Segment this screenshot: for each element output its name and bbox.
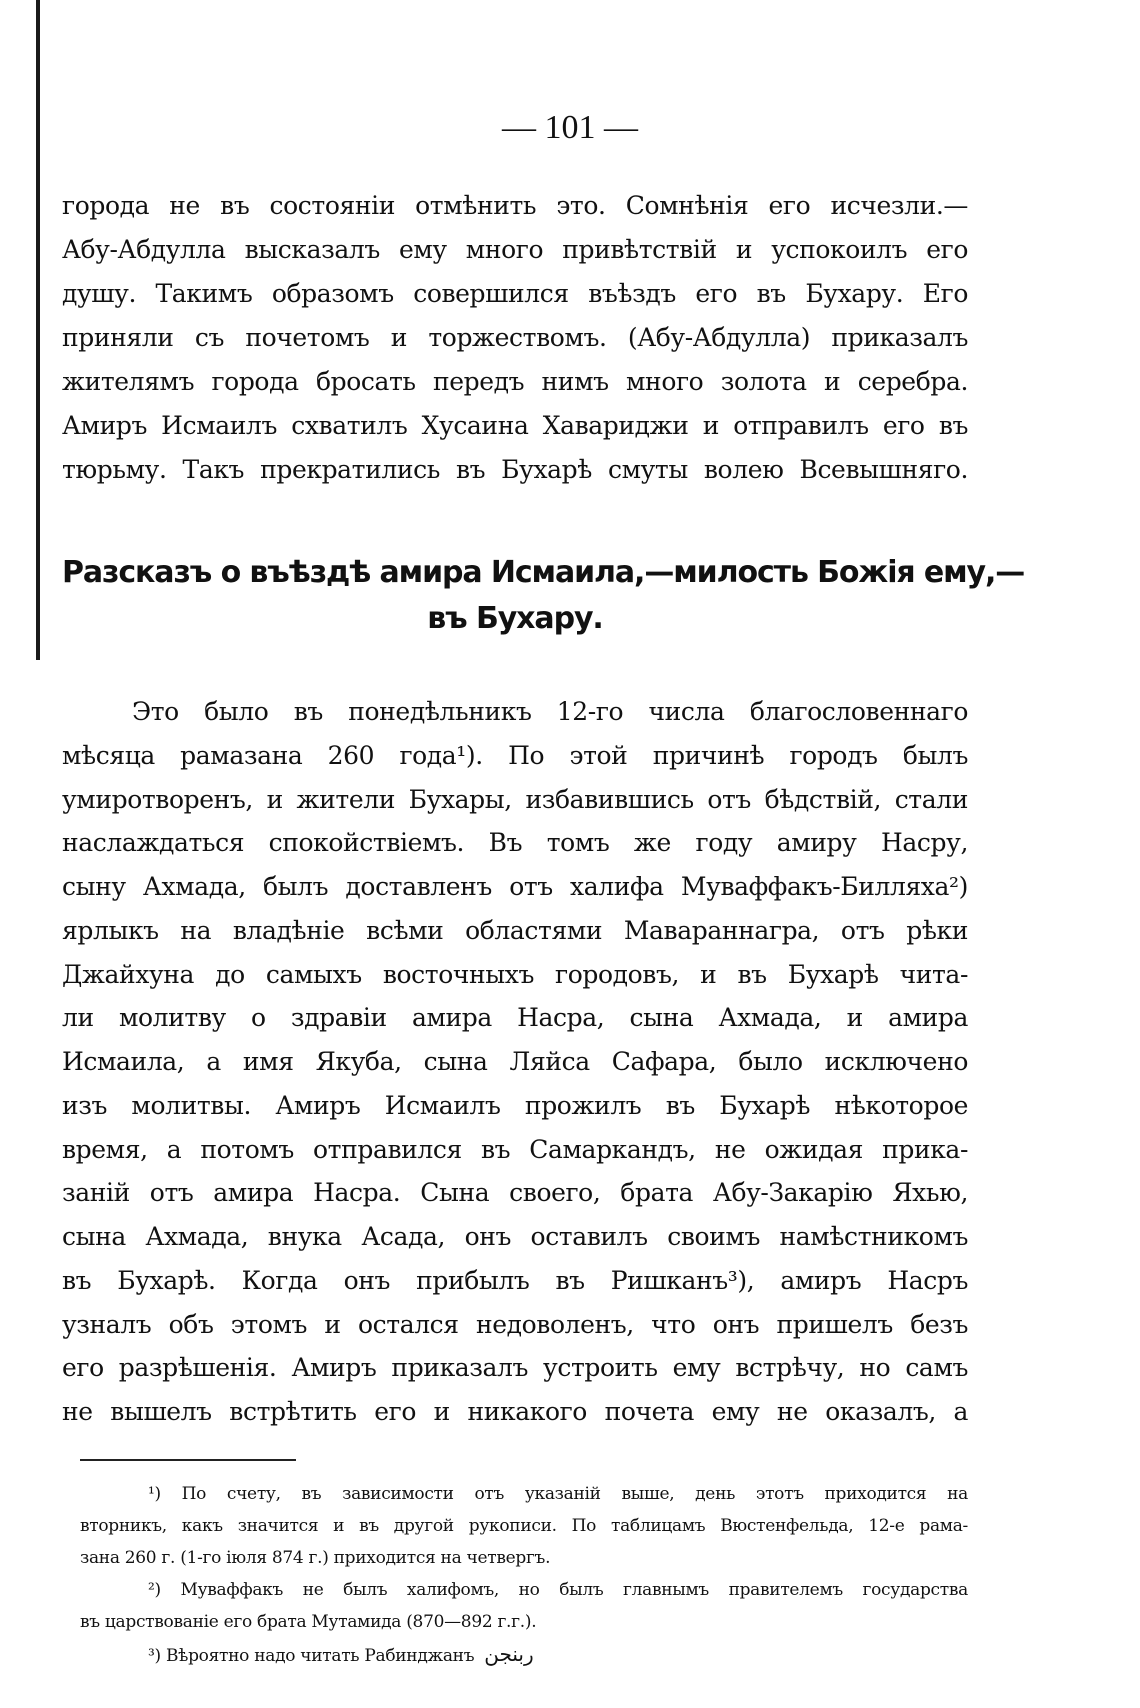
text-line: наслаждаться спокойствiемъ. Въ томъ же году амиру Насру, bbox=[62, 828, 968, 858]
text-line: Амиръ Исмаилъ схватилъ Хусаина Хавариджи и отправилъ его въ bbox=[62, 411, 968, 440]
footnote-3-arabic: ربنجن bbox=[484, 1642, 534, 1666]
text-line: мѣсяца рамазана 260 года¹). По этой причинѣ городъ былъ bbox=[62, 740, 968, 770]
text-line: жителямъ города бросать передъ нимъ много золота и серебра. bbox=[62, 367, 968, 396]
text-line: изъ молитвы. Амиръ Исмаилъ прожилъ въ Бухарѣ нѣкоторое bbox=[62, 1090, 968, 1120]
section-heading bbox=[62, 550, 1025, 642]
page-number: — 101 — bbox=[502, 109, 638, 146]
text-line: Это было въ понедѣльникъ 12-го числа благословеннаго bbox=[132, 697, 968, 726]
footnote-separator bbox=[80, 1459, 296, 1461]
heading-line: Разсказъ о въѣздѣ амира Исмаила,—милость Божiя ему,— bbox=[62, 555, 1025, 590]
text-line: время, а потомъ отправился въ Самаркандъ, не ожидая прика- bbox=[62, 1134, 968, 1164]
text-line: Исмаила, а имя Якуба, сына Ляйса Сафара, было исключено bbox=[62, 1047, 968, 1076]
paragraph-main bbox=[62, 690, 968, 1434]
footnote-1-line: зана 260 г. (1-го iюля 874 г.) приходится на четвергъ. bbox=[80, 1548, 551, 1568]
text-line: умиротворенъ, и жители Бухары, избавившись отъ бѣдствiй, стали bbox=[62, 784, 968, 814]
footnote-3-text: ³) Вѣроятно надо читать Рабинджанъ bbox=[148, 1646, 475, 1666]
text-line: занiй отъ амира Насра. Сына своего, брата Абу-Закарiю Яхью, bbox=[62, 1178, 968, 1208]
text-line: Абу-Абдулла высказалъ ему много привѣтствiй и успокоилъ его bbox=[62, 235, 968, 264]
paragraph-continuation bbox=[62, 184, 968, 492]
text-line: его разрѣшенiя. Амиръ приказалъ устроить ему встрѣчу, но самъ bbox=[62, 1353, 968, 1383]
text-line: приняли съ почетомъ и торжествомъ. (Абу-Абдулла) приказалъ bbox=[62, 323, 968, 352]
text-line: сыну Ахмада, былъ доставленъ отъ халифа Муваффакъ-Билляха²) bbox=[62, 872, 968, 901]
text-line: ярлыкъ на владѣнiе всѣми областями Мавараннагра, отъ рѣки bbox=[62, 915, 968, 945]
footnotes bbox=[80, 1478, 968, 1670]
text-line: сына Ахмада, внука Асада, онъ оставилъ своимъ намѣстникомъ bbox=[62, 1222, 968, 1251]
footnote-1-line: вторникъ, какъ значится и въ другой рукописи. По таблицамъ Вюстенфельда, 12-е рама- bbox=[80, 1516, 968, 1536]
footnote-2-line: ²) Муваффакъ не былъ халифомъ, но былъ главнымъ правителемъ государства bbox=[148, 1580, 968, 1600]
text-line: не вышелъ встрѣтить его и никакого почета ему не оказалъ, а bbox=[62, 1397, 968, 1426]
text-line: города не въ состоянiи отмѣнить это. Сомнѣнiя его исчезли.— bbox=[62, 191, 968, 220]
text-line: душу. Такимъ образомъ совершился въѣздъ его въ Бухару. Его bbox=[62, 279, 968, 308]
scan-binding-edge bbox=[36, 0, 40, 660]
footnote-2-line: въ царствованiе его брата Мутамида (870—892 г.г.). bbox=[80, 1612, 537, 1632]
text-line: въ Бухарѣ. Когда онъ прибылъ въ Ришканъ³), амиръ Насръ bbox=[62, 1265, 968, 1295]
text-line: узналъ объ этомъ и остался недоволенъ, что онъ пришелъ безъ bbox=[62, 1309, 968, 1339]
footnote-1-line: ¹) По счету, въ зависимости отъ указанiй выше, день этотъ приходится на bbox=[148, 1484, 968, 1504]
text-line: ли молитву о здравiи амира Насра, сына Ахмада, и амира bbox=[62, 1003, 968, 1033]
heading-line: въ Бухару. bbox=[427, 601, 603, 636]
text-line: тюрьму. Такъ прекратились въ Бухарѣ смуты волею Всевышняго. bbox=[62, 455, 968, 484]
footnote-3-line bbox=[80, 1638, 968, 1670]
text-line: Джайхуна до самыхъ восточныхъ городовъ, и въ Бухарѣ чита- bbox=[62, 959, 968, 989]
